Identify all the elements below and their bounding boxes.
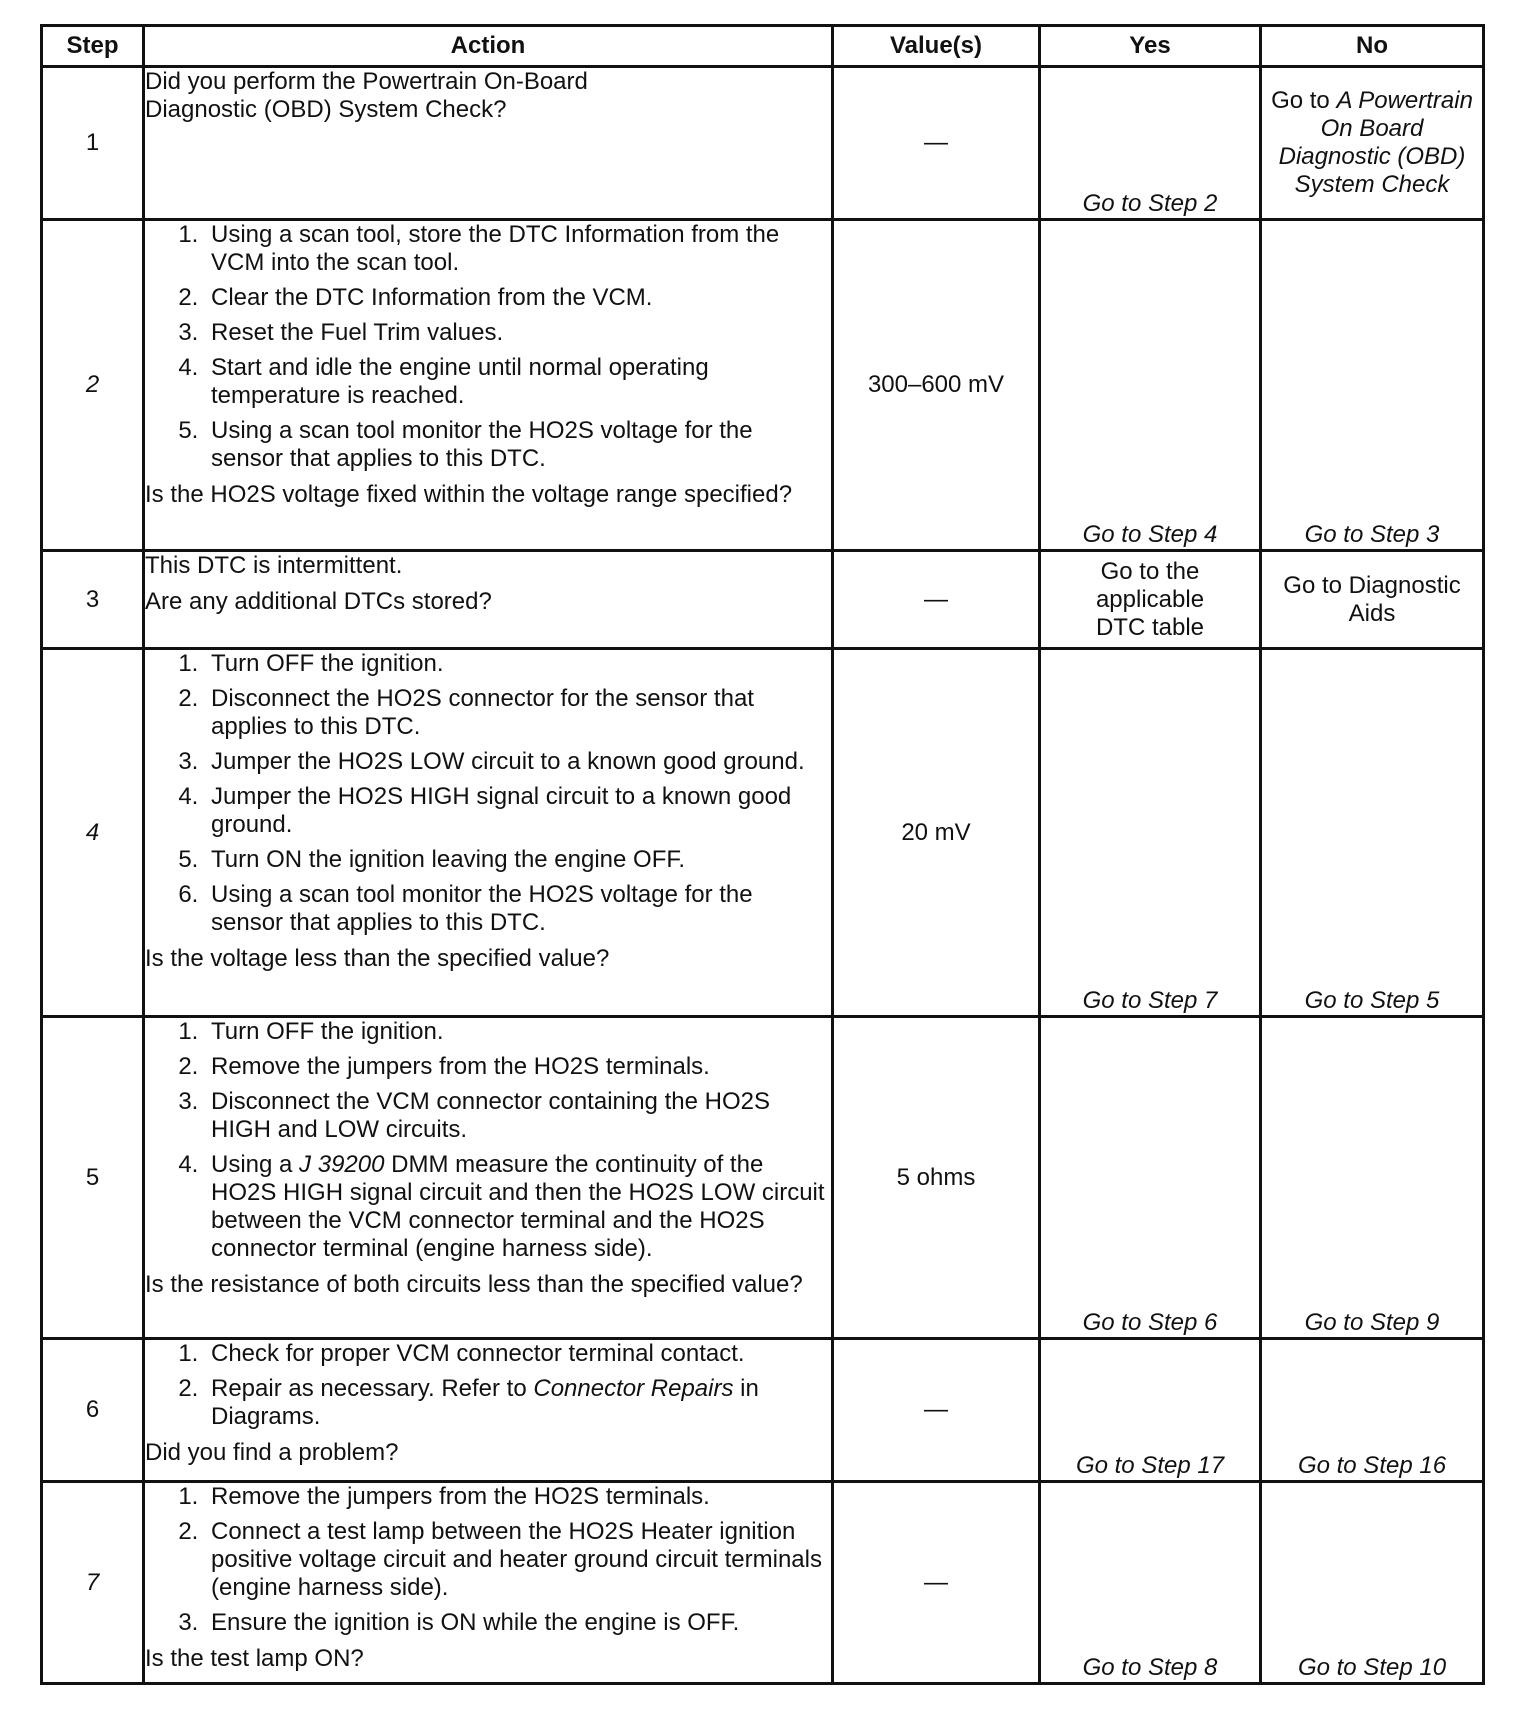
no-cell — [1261, 551, 1484, 649]
value-cell: — — [833, 551, 1040, 649]
action-step: 5. Turn ON the ignition leaving the engine OFF. — [205, 846, 831, 874]
action-question: Did you perform the Powertrain On-Board Diagnostic (OBD) System Check? — [145, 68, 588, 123]
action-question: Is the test lamp ON? — [145, 1645, 364, 1672]
action-steps-list — [145, 221, 831, 473]
yes-link[interactable]: Go to Step 4 — [1082, 521, 1218, 548]
no-cell — [1261, 1482, 1484, 1684]
action-step-text: in Diagrams. — [211, 1375, 759, 1430]
action-question: Is the voltage less than the specified value? — [145, 945, 610, 972]
value-cell: 5 ohms — [833, 1017, 1040, 1339]
action-question: Did you find a problem? — [145, 1439, 399, 1466]
table-row-step-6 — [42, 1339, 1484, 1482]
header-step: Step — [42, 26, 144, 67]
action-cell — [144, 551, 833, 649]
yes-cell — [1040, 67, 1261, 220]
action-steps-list — [145, 1483, 831, 1637]
action-step-text: Using a — [211, 1151, 300, 1178]
no-link[interactable]: Go to Step 3 — [1304, 521, 1440, 548]
action-step: 1. Check for proper VCM connector terminal contact. — [205, 1340, 831, 1368]
action-cell — [144, 1339, 833, 1482]
action-intro: This DTC is intermittent. — [145, 552, 403, 579]
no-cell — [1261, 220, 1484, 551]
action-question: Is the HO2S voltage fixed within the voltage range specified? — [145, 481, 793, 508]
table-header-row — [42, 26, 1484, 67]
action-steps-list — [145, 1018, 831, 1263]
action-step: 4. Start and idle the engine until normal operating temperature is reached. — [205, 354, 831, 410]
yes-link[interactable]: Go to Step 17 — [1075, 1452, 1225, 1479]
table-row-step-1 — [42, 67, 1484, 220]
step-number: 4 — [42, 649, 144, 1017]
no-link[interactable]: Go to Step 5 — [1304, 987, 1440, 1014]
action-step — [205, 1151, 831, 1263]
no-link[interactable]: A Powertrain On Board Diagnostic (OBD) System Check — [1278, 87, 1473, 198]
action-step-text: Repair as necessary. Refer to — [211, 1375, 534, 1402]
table-row-step-7 — [42, 1482, 1484, 1684]
action-cell — [144, 1482, 833, 1684]
action-steps-list — [145, 1340, 831, 1431]
value-cell: — — [833, 1482, 1040, 1684]
yes-cell — [1040, 649, 1261, 1017]
action-cell — [144, 220, 833, 551]
step-number: 1 — [42, 67, 144, 220]
no-cell — [1261, 1017, 1484, 1339]
action-step — [205, 1375, 831, 1431]
connector-repairs-link[interactable]: Connector Repairs — [533, 1375, 734, 1402]
step-number: 5 — [42, 1017, 144, 1339]
no-cell — [1261, 67, 1484, 220]
value-cell: — — [833, 67, 1040, 220]
header-action: Action — [144, 26, 833, 67]
action-cell — [144, 649, 833, 1017]
value-cell: 300–600 mV — [833, 220, 1040, 551]
no-cell — [1261, 1339, 1484, 1482]
yes-cell — [1040, 220, 1261, 551]
yes-link[interactable]: Go to the applicable DTC table — [1095, 557, 1205, 641]
no-link[interactable]: Go to Step 9 — [1304, 1309, 1440, 1336]
action-step: 2. Disconnect the HO2S connector for the sensor that applies to this DTC. — [205, 685, 831, 741]
diagnostic-table — [40, 24, 1485, 1685]
yes-cell — [1040, 1482, 1261, 1684]
value-cell: — — [833, 1339, 1040, 1482]
action-step: 3. Reset the Fuel Trim values. — [205, 319, 831, 347]
value-cell: 20 mV — [833, 649, 1040, 1017]
action-step: 1. Remove the jumpers from the HO2S terminals. — [205, 1483, 831, 1511]
yes-link[interactable]: Go to Step 6 — [1082, 1309, 1218, 1336]
action-step: 5. Using a scan tool monitor the HO2S voltage for the sensor that applies to this DTC. — [205, 417, 831, 473]
step-number: 7 — [42, 1482, 144, 1684]
action-step: 2. Remove the jumpers from the HO2S terminals. — [205, 1053, 831, 1081]
action-step-text: DMM measure the continuity of the HO2S HIGH signal circuit and then the HO2S LOW circuit between the VCM connector terminal and the HO2S connector terminal (engine harness side). — [211, 1151, 825, 1262]
action-question: Are any additional DTCs stored? — [145, 588, 492, 615]
action-cell — [144, 1017, 833, 1339]
tool-reference: J 39200 — [299, 1151, 385, 1178]
action-step: 3. Disconnect the VCM connector containing the HO2S HIGH and LOW circuits. — [205, 1088, 831, 1144]
table-row-step-5 — [42, 1017, 1484, 1339]
table-row-step-2 — [42, 220, 1484, 551]
no-cell — [1261, 649, 1484, 1017]
action-steps-list — [145, 650, 831, 937]
action-step: 1. Turn OFF the ignition. — [205, 1018, 831, 1046]
yes-cell — [1040, 1339, 1261, 1482]
action-step: 6. Using a scan tool monitor the HO2S voltage for the sensor that applies to this DTC. — [205, 881, 831, 937]
no-link[interactable]: Go to Step 16 — [1297, 1452, 1447, 1479]
table-row-step-3 — [42, 551, 1484, 649]
action-step: 3. Jumper the HO2S LOW circuit to a known good ground. — [205, 748, 831, 776]
action-step: 4. Jumper the HO2S HIGH signal circuit to a known good ground. — [205, 783, 831, 839]
step-number: 2 — [42, 220, 144, 551]
action-step: 2. Connect a test lamp between the HO2S Heater ignition positive voltage circuit and heater ground circuit terminals (engine harness side). — [205, 1518, 831, 1602]
no-link[interactable]: Go to Diagnostic Aids — [1283, 571, 1461, 627]
step-number: 6 — [42, 1339, 144, 1482]
action-step: 3. Ensure the ignition is ON while the engine is OFF. — [205, 1609, 831, 1637]
yes-link[interactable]: Go to Step 7 — [1082, 987, 1218, 1014]
table-row-step-4 — [42, 649, 1484, 1017]
no-prefix: Go to — [1271, 87, 1337, 114]
diagnostic-table-page — [40, 24, 1482, 1685]
header-yes: Yes — [1040, 26, 1261, 67]
yes-cell — [1040, 551, 1261, 649]
header-no: No — [1261, 26, 1484, 67]
step-number: 3 — [42, 551, 144, 649]
action-step: 1. Using a scan tool, store the DTC Information from the VCM into the scan tool. — [205, 221, 831, 277]
yes-link[interactable]: Go to Step 8 — [1082, 1654, 1218, 1681]
action-question: Is the resistance of both circuits less than the specified value? — [145, 1271, 803, 1298]
action-cell — [144, 67, 833, 220]
action-step: 2. Clear the DTC Information from the VCM. — [205, 284, 831, 312]
no-link[interactable]: Go to Step 10 — [1297, 1654, 1447, 1681]
yes-cell — [1040, 1017, 1261, 1339]
yes-link[interactable]: Go to Step 2 — [1082, 190, 1218, 217]
action-step: 1. Turn OFF the ignition. — [205, 650, 831, 678]
header-values: Value(s) — [833, 26, 1040, 67]
